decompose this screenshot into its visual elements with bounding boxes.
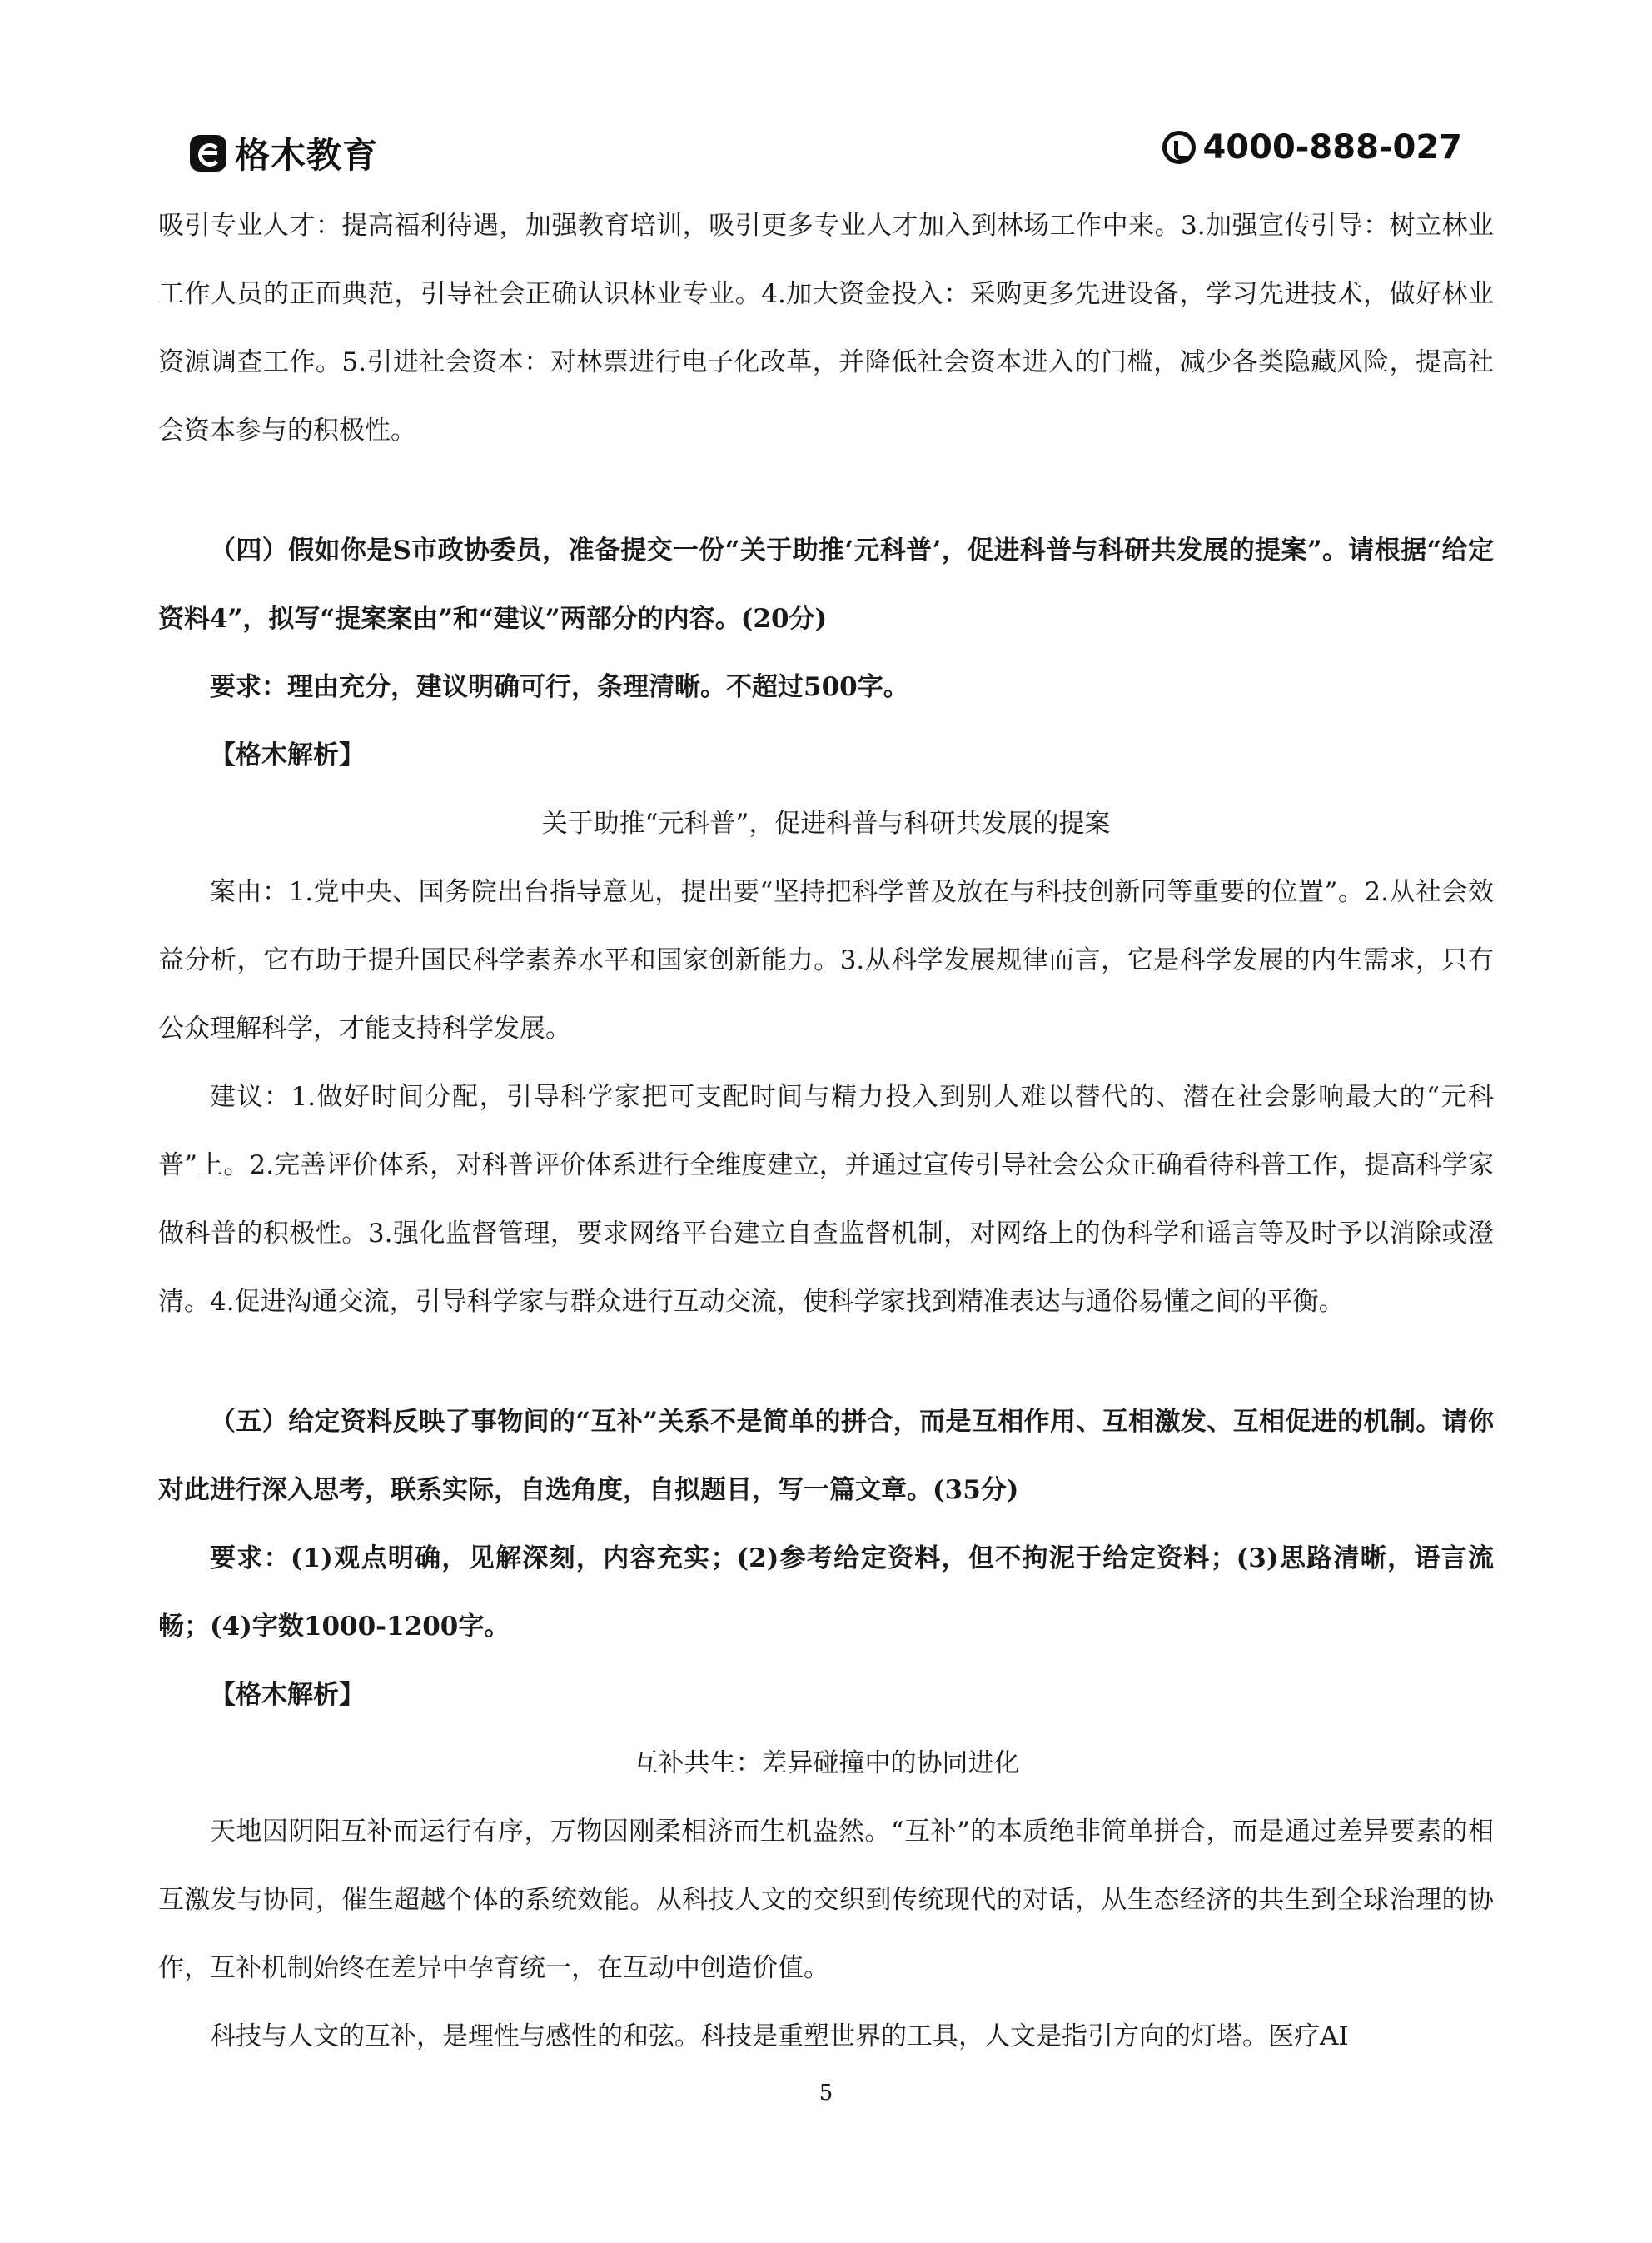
question-5: （五）给定资料反映了事物间的“互补”关系不是简单的拼合，而是互相作用、互相激发、互相促进的机制。请你对此进行深入思考，联系实际，自选角度，自拟题目，写一篇文章。(35分) [158, 1407, 1494, 1505]
phone-number: 4000-888-027 [1202, 128, 1462, 167]
question-4-answer-title: 关于助推“元科普”，促进科普与科研共发展的提案 [541, 809, 1111, 839]
question-5-analysis-label: 【格木解析】 [210, 1680, 365, 1710]
question-4: （四）假如你是S市政协委员，准备提交一份“关于助推‘元科普’，促进科普与科研共发展的提案”。请根据“给定资料4”，拟写“提案案由”和“建议”两部分的内容。(20分) [158, 536, 1494, 634]
essay-paragraph: 科技与人文的互补，是理性与感性的和弦。科技是重塑世界的工具，人文是指引方向的灯塔。医疗AI [210, 2021, 1349, 2051]
question-5-requirement: 要求：(1)观点明确，见解深刻，内容充实；(2)参考给定资料，但不拘泥于给定资料；(3)思路清晰，语言流畅；(4)字数1000-1200字。 [158, 1543, 1494, 1642]
page-header [0, 125, 1652, 183]
page-number: 5 [819, 2081, 833, 2106]
question-4-analysis-label: 【格木解析】 [210, 740, 365, 770]
brand-logo-icon [190, 135, 226, 172]
question-4-requirement: 要求：理由充分，建议明确可行，条理清晰。不超过500字。 [210, 672, 909, 702]
essay-paragraph: 天地因阴阳互补而运行有序，万物因刚柔相济而生机盎然。“互补”的本质绝非简单拼合，而是通过差异要素的相互激发与协同，催生超越个体的系统效能。从科技人文的交织到传统现代的对话，从生态经济的共生到全球治理的协作，互补机制始终在差异中孕育统一，在互动中创造价值。 [158, 1817, 1494, 1983]
document-body [158, 192, 1494, 2071]
phone-icon [1162, 131, 1196, 164]
paragraph-continued-answer: 吸引专业人才：提高福利待遇，加强教育培训，吸引更多专业人才加入到林场工作中来。3.加强宣传引导：树立林业工作人员的正面典范，引导社会正确认识林业专业。4.加大资金投入：采购更多先进设备，学习先进技术，做好林业资源调查工作。5.引进社会资本：对林票进行电子化改革，并降低社会资本进入的门槛，减少各类隐藏风险，提高社会资本参与的积极性。 [158, 211, 1494, 446]
contact-phone [1162, 128, 1462, 167]
question-4-suggestion: 建议：1.做好时间分配，引导科学家把可支配时间与精力投入到别人难以替代的、潜在社会影响最大的“元科普”上。2.完善评价体系，对科普评价体系进行全维度建立，并通过宣传引导社会公众正确看待科普工作，提高科学家做科普的积极性。3.强化监督管理，要求网络平台建立自查监督机制，对网络上的伪科学和谣言等及时予以消除或澄清。4.促进沟通交流，引导科学家与群众进行互动交流，使科学家找到精准表达与通俗易懂之间的平衡。 [158, 1082, 1494, 1317]
brand-logo [190, 128, 378, 178]
question-4-reason: 案由：1.党中央、国务院出台指导意见，提出要“坚持把科学普及放在与科技创新同等重要的位置”。2.从社会效益分析，它有助于提升国民科学素养水平和国家创新能力。3.从科学发展规律而言，它是科学发展的内生需求，只有公众理解科学，才能支持科学发展。 [158, 877, 1494, 1044]
question-5-essay-title: 互补共生：差异碰撞中的协同进化 [632, 1748, 1020, 1778]
brand-name: 格木教育 [235, 135, 379, 176]
